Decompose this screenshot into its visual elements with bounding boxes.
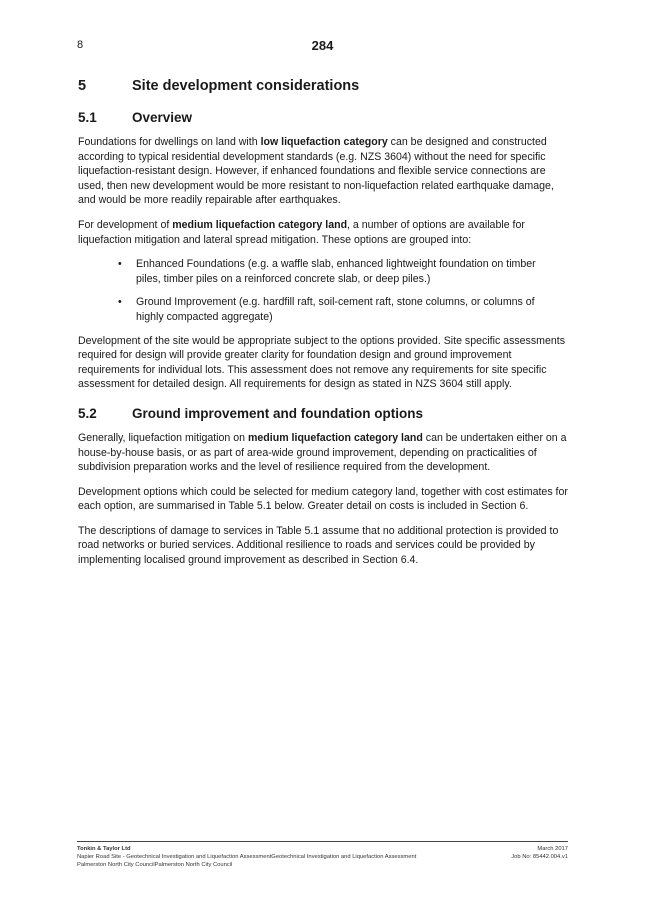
paragraph: Development options which could be selected for medium category land, together with cost estimates for each option, are summarised in Table 5.1 below. Greater detail on costs is included in Section 6. (78, 485, 568, 513)
bullet-icon: • (118, 258, 122, 271)
text-run: can be undertaken either on a house-by-house basis, or as part of area-wide ground improvement, depending on practicalities of subdivision preparation works and the level of resilience required from the development. (78, 431, 567, 474)
paragraph: The descriptions of damage to services in Table 5.1 assume that no additional protection is provided to road networks or buried services. Additional resilience to roads and services could be provided by implementing localised ground improvement as described in Section 6.4. (78, 524, 559, 567)
bold-text: medium liquefaction category land (248, 431, 423, 444)
section-title: Site development considerations (132, 78, 360, 94)
list-item (78, 295, 568, 324)
subsection-title: Ground improvement and foundation options (132, 405, 423, 421)
footer-client: Palmerston North City CouncilPalmerston North City Council (77, 862, 233, 869)
text-run: Generally, liquefaction mitigation on (78, 431, 248, 444)
options-list (78, 257, 568, 324)
list-item-text: Ground Improvement (e.g. hardfill raft, soil-cement raft, stone columns, or columns of highly compacted aggregate) (136, 296, 535, 323)
page-number: 8 (77, 39, 84, 51)
footer-project: Napier Road Site - Geotechnical Investigation and Liquefaction AssessmentGeotechnical Investigation and Liquefaction Assessment (77, 854, 417, 861)
text-run: For development of (78, 218, 173, 231)
subsection-heading-overview (78, 110, 568, 125)
subsection-number: 5.1 (78, 110, 97, 125)
subsection-title: Overview (132, 110, 193, 125)
bold-text: medium liquefaction category land (172, 218, 348, 231)
page-footer (77, 841, 568, 870)
paragraph: Development of the site would be appropriate subject to the options provided. Site specific assessments required for design will provide greater clarity for foundation design and ground improvement requirements for individual lots. This assessment does not remove any requirements for site specific assessment for detailed design. All requirements for design as stated in NZS 3604 still apply. (78, 334, 565, 391)
text-run: , a number of options are available for liquefaction mitigation and lateral spread mitigation. These options are grouped into: (78, 218, 525, 246)
subsection-number: 5.2 (78, 405, 97, 421)
section-number: 5 (78, 78, 87, 94)
bold-text: low liquefaction category (260, 136, 388, 148)
paragraph (78, 135, 568, 208)
paragraph (78, 218, 568, 247)
section-heading (78, 78, 568, 94)
bullet-icon: • (118, 296, 122, 309)
footer-date: March 2017 (537, 846, 568, 852)
list-item (78, 257, 568, 286)
footer-job-number: Job No: 85442.004.v1 (511, 854, 568, 861)
subsection-heading-ground (78, 406, 568, 421)
text-run: can be designed and constructed according to typical residential development standards (e.g. NZS 3604) without the need for specific liquefaction-resistant design. However, if enhanced foundations and flexible service connections are used, then new development would be more resistant to non-liquefaction related earthquake damage, and would be more readily repairable after earthquakes. (78, 136, 554, 207)
document-number: 284 (311, 38, 334, 53)
text-run: Foundations for dwellings on land with (78, 136, 261, 148)
document-body (78, 78, 568, 578)
paragraph (78, 431, 568, 475)
footer-company: Tonkin & Taylor Ltd (77, 846, 131, 852)
list-item-text: Enhanced Foundations (e.g. a waffle slab, enhanced lightweight foundation on timber piles, timber piles on a reinforced concrete slab, or deep piles.) (136, 258, 536, 285)
